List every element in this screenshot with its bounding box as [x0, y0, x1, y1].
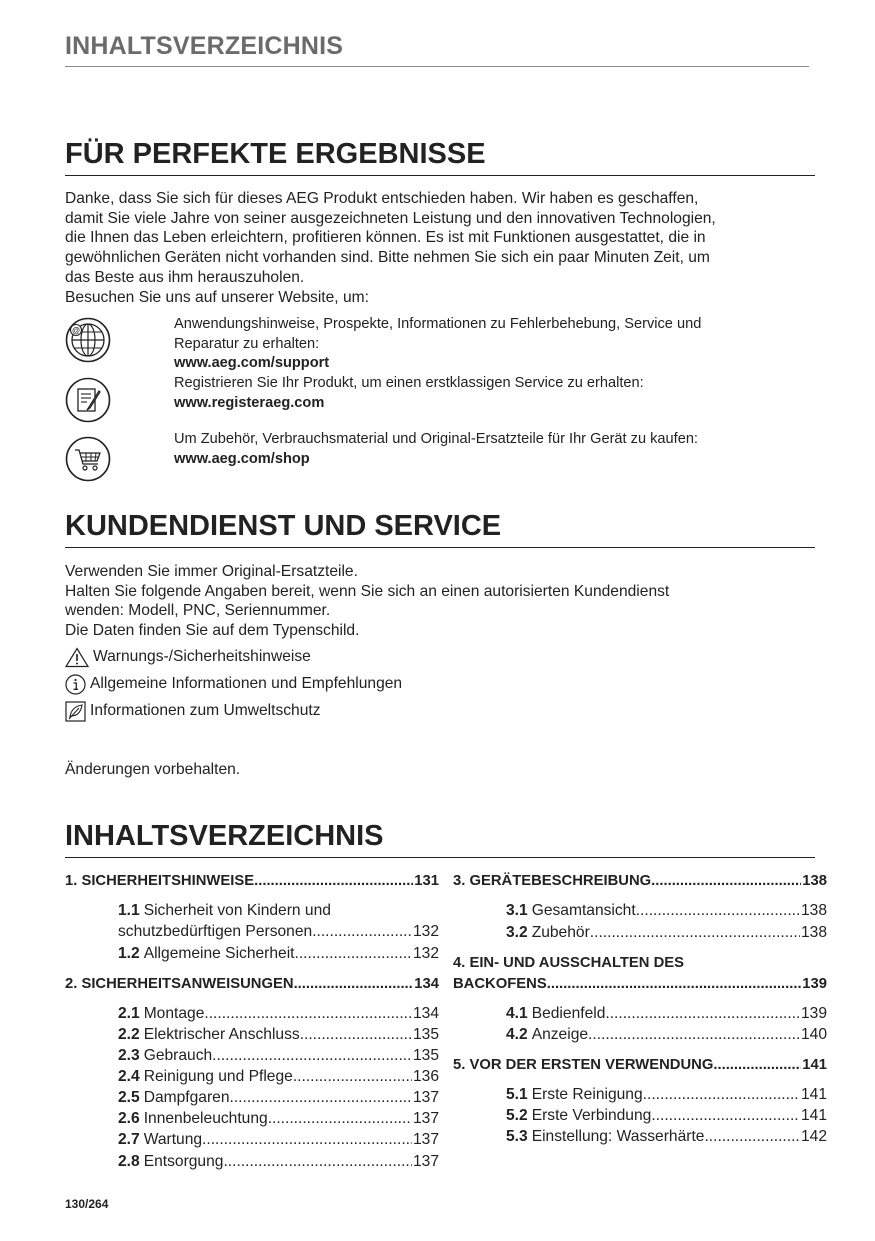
website-support-text: [174, 315, 701, 374]
toc-entry-2-2[interactable]: [118, 1026, 439, 1044]
toc-page: 138: [800, 902, 827, 919]
toc-entry-number: 1.1: [118, 902, 140, 919]
toc-page: 136: [412, 1068, 439, 1085]
register-link[interactable]: www.registeraeg.com: [174, 394, 325, 411]
intro-line: die Ihnen das Leben erleichtern, profitieren können. Es ist mit Funktionen ausgestattet, die in: [65, 229, 706, 247]
toc-page: 135: [412, 1047, 439, 1064]
legend-environment-label: Informationen zum Umweltschutz: [90, 702, 321, 719]
toc-entry-label: 4. EIN- UND AUSSCHALTEN DES: [453, 955, 685, 971]
toc-entry-number: 5.3: [506, 1128, 528, 1145]
toc-page: 141: [800, 1086, 827, 1103]
toc-page: 131: [414, 873, 439, 889]
toc-entry-5-1[interactable]: [506, 1086, 827, 1104]
toc-page: 137: [412, 1110, 439, 1127]
toc-page: 134: [414, 976, 439, 992]
toc-entry-2-8[interactable]: [118, 1153, 439, 1171]
toc-entry-label: Erste Reinigung: [531, 1086, 643, 1103]
website-shop-text: [174, 430, 698, 469]
toc-page: 139: [800, 1005, 827, 1022]
toc-page: 137: [412, 1089, 439, 1106]
toc-page: 141: [800, 1107, 827, 1124]
intro-paragraph: [65, 189, 815, 307]
toc-leader: [588, 1026, 800, 1044]
toc-entry-number: 2.7: [118, 1131, 140, 1148]
toc-leader: [300, 1026, 412, 1044]
toc-page: 140: [800, 1026, 827, 1043]
legend-info: [65, 673, 402, 695]
toc-entry-1-1[interactable]: [118, 902, 439, 920]
web-globe-icon: [65, 317, 111, 363]
toc-entry-label: Anzeige: [531, 1026, 589, 1043]
toc-page: 132: [412, 923, 439, 940]
toc-entry-number: 2.6: [118, 1110, 140, 1127]
toc-page: 135: [412, 1026, 439, 1043]
toc-leader: [202, 1131, 412, 1149]
register-description: Registrieren Sie Ihr Produkt, um einen erstklassigen Service zu erhalten:: [174, 375, 644, 391]
toc-leader: [295, 945, 412, 963]
toc-page: 137: [412, 1131, 439, 1148]
toc-entry-2[interactable]: [65, 976, 439, 992]
toc-entry-label: Gebrauch: [143, 1047, 213, 1064]
toc-leader: [294, 976, 414, 992]
toc-entry-number: 2.4: [118, 1068, 140, 1085]
toc-page: 142: [800, 1128, 827, 1145]
info-circle-icon: [65, 674, 86, 695]
toc-entry-label: 5. VOR DER ERSTEN VERWENDUNG: [453, 1057, 714, 1073]
toc-entry-2-1[interactable]: [118, 1005, 439, 1023]
leaf-icon: [65, 701, 86, 722]
toc-entry-2-6[interactable]: [118, 1110, 439, 1128]
toc-leader: [212, 1047, 412, 1065]
toc-leader: [547, 976, 802, 992]
toc-page: 141: [802, 1057, 827, 1073]
toc-entry-number: 2.5: [118, 1089, 140, 1106]
toc-entry-label: Einstellung: Wasserhärte: [531, 1128, 705, 1145]
toc-entry-4-2[interactable]: [506, 1026, 827, 1044]
toc-entry-label: Dampfgaren: [143, 1089, 230, 1106]
service-line: wenden: Modell, PNC, Seriennummer.: [65, 602, 331, 620]
legend-warning-label: Warnungs-/Sicherheitshinweise: [93, 648, 311, 665]
toc-entry-label: schutzbedürftigen Personen: [118, 923, 313, 940]
page-header-title: INHALTSVERZEICHNIS: [65, 32, 809, 67]
toc-page: 139: [802, 976, 827, 992]
toc-entry-label: Sicherheit von Kindern und: [143, 902, 331, 919]
toc-entry-3-2[interactable]: [506, 924, 827, 942]
toc-leader: [651, 873, 801, 889]
toc-entry-label: Erste Verbindung: [531, 1107, 652, 1124]
toc-entry-number: 5.2: [506, 1107, 528, 1124]
toc-entry-2-7[interactable]: [118, 1131, 439, 1149]
intro-line: gewöhnlichen Geräten nicht vorhanden sind. Bitte nehmen Sie sich ein paar Minuten Zeit, um: [65, 249, 710, 267]
toc-leader: [312, 923, 412, 941]
toc-leader: [223, 1153, 412, 1171]
service-paragraph: [65, 562, 815, 641]
toc-entry-label: 3. GERÄTEBESCHREIBUNG: [453, 873, 652, 889]
intro-line: Danke, dass Sie sich für dieses AEG Produkt entschieden haben. Wir haben es geschaffen,: [65, 190, 699, 207]
legend-environment: [65, 700, 321, 722]
toc-entry-label: 2. SICHERHEITSANWEISUNGEN: [65, 976, 294, 992]
toc-page: 134: [412, 1005, 439, 1022]
service-heading: KUNDENDIENST UND SERVICE: [65, 510, 815, 548]
intro-line: Besuchen Sie uns auf unserer Website, um:: [65, 288, 369, 306]
svg-text:@: @: [72, 326, 80, 335]
toc-leader: [268, 1110, 412, 1128]
toc-entry-label: Allgemeine Sicherheit: [143, 945, 295, 962]
toc-entry-number: 2.8: [118, 1153, 140, 1170]
toc-entry-number: 5.1: [506, 1086, 528, 1103]
toc-entry-label: Bedienfeld: [531, 1005, 606, 1022]
toc-leader: [590, 924, 800, 942]
toc-entry-4-1[interactable]: [506, 1005, 827, 1023]
toc-leader: [230, 1089, 412, 1107]
toc-entry-label: 1. SICHERHEITSHINWEISE: [65, 873, 255, 889]
toc-page: 132: [412, 945, 439, 962]
toc-entry-3[interactable]: [453, 873, 827, 889]
toc-entry-label: Elektrischer Anschluss: [143, 1026, 300, 1043]
toc-entry-5[interactable]: [453, 1057, 827, 1073]
support-link[interactable]: www.aeg.com/support: [174, 355, 330, 371]
support-description: Anwendungshinweise, Prospekte, Informationen zu Fehlerbehebung, Service und: [174, 316, 702, 332]
toc-leader: [204, 1005, 412, 1023]
toc-entry-label: Innenbeleuchtung: [143, 1110, 268, 1127]
service-line: Halten Sie folgende Angaben bereit, wenn Sie sich an einen autorisierten Kundendienst: [65, 582, 670, 600]
legend-info-label: Allgemeine Informationen und Empfehlungen: [90, 675, 403, 692]
toc-entry-number: 2.1: [118, 1005, 140, 1022]
toc-leader: [605, 1005, 800, 1023]
toc-entry-number: 3.1: [506, 902, 528, 919]
toc-leader: [713, 1057, 801, 1073]
toc-entry-5-3[interactable]: [506, 1128, 827, 1146]
toc-entry-2-5[interactable]: [118, 1089, 439, 1107]
toc-entry-2-3[interactable]: [118, 1047, 439, 1065]
toc-page: 138: [800, 924, 827, 941]
toc-entry-1-1-cont[interactable]: [118, 923, 439, 941]
toc-leader: [293, 1068, 412, 1086]
toc-leader: [651, 1107, 800, 1125]
toc-entry-label: Reinigung und Pflege: [143, 1068, 293, 1085]
toc-entry-label: Wartung: [143, 1131, 203, 1148]
shopping-cart-icon: [65, 436, 111, 482]
shop-description: Um Zubehör, Verbrauchsmaterial und Original-Ersatzteile für Ihr Gerät zu kaufen:: [174, 431, 698, 447]
toc-entry-number: 2.3: [118, 1047, 140, 1064]
toc-entry-1-2[interactable]: [118, 945, 439, 963]
page-number: 130/264: [65, 1197, 109, 1211]
toc-entry-label: Zubehör: [531, 924, 590, 941]
changes-note: [65, 760, 815, 780]
toc-leader: [254, 873, 413, 889]
warning-triangle-icon: [65, 647, 89, 668]
service-line: Verwenden Sie immer Original-Ersatzteile.: [65, 563, 358, 580]
toc-entry-3-1[interactable]: [506, 902, 827, 920]
toc-entry-number: 4.2: [506, 1026, 528, 1043]
toc-entry-number: 4.1: [506, 1005, 528, 1022]
shop-link[interactable]: www.aeg.com/shop: [174, 450, 310, 467]
toc-entry-number: 2.2: [118, 1026, 140, 1043]
intro-line: das Beste aus ihm herauszuholen.: [65, 268, 305, 286]
toc-leader: [704, 1128, 800, 1146]
toc-entry-label: BACKOFENS: [453, 976, 547, 992]
toc-heading: INHALTSVERZEICHNIS: [65, 820, 815, 858]
toc-page: 138: [802, 873, 827, 889]
website-register-text: [174, 374, 644, 413]
registration-icon: [65, 377, 111, 423]
toc-leader: [636, 902, 800, 920]
changes-note-text: Änderungen vorbehalten.: [65, 761, 241, 778]
toc-entry-label: Montage: [143, 1005, 205, 1022]
toc-entry-number: 3.2: [506, 924, 528, 941]
toc-entry-label: Entsorgung: [143, 1153, 224, 1170]
support-description-cont: Reparatur zu erhalten:: [174, 335, 320, 352]
intro-heading: FÜR PERFEKTE ERGEBNISSE: [65, 138, 815, 176]
toc-entry-4[interactable]: [453, 955, 827, 971]
toc-entry-4-cont[interactable]: [453, 976, 827, 992]
toc-leader: [643, 1086, 800, 1104]
toc-entry-1[interactable]: [65, 873, 439, 889]
toc-page: 137: [412, 1153, 439, 1170]
service-line: Die Daten finden Sie auf dem Typenschild.: [65, 622, 360, 640]
legend-warning: [65, 646, 311, 668]
toc-entry-5-2[interactable]: [506, 1107, 827, 1125]
toc-entry-2-4[interactable]: [118, 1068, 439, 1086]
toc-entry-label: Gesamtansicht: [531, 902, 636, 919]
intro-line: damit Sie viele Jahre von seiner ausgezeichneten Leistung und den innovativen Technologien,: [65, 209, 716, 227]
toc-entry-number: 1.2: [118, 945, 140, 962]
